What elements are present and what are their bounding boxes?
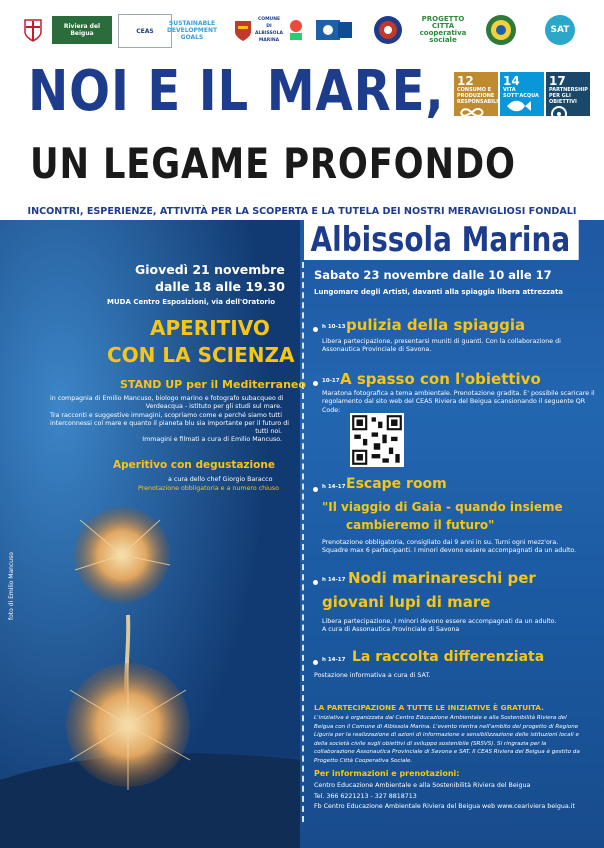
event1-time: h 10-13 bbox=[322, 324, 346, 330]
info-block bbox=[314, 781, 575, 813]
subtitle: INCONTRI, ESPERIENZE, ATTIVITÀ PER LA SCOPERTA E LA TUTELA DEI NOSTRI MERAVIGLIOSI FONDALI bbox=[27, 206, 577, 217]
round-emblem-logo bbox=[372, 14, 404, 46]
qr-code-icon[interactable] bbox=[350, 413, 404, 467]
note-line: collaborazione Assonautica Provinciale di Savona e SAT. Il CEAS Riviera del Beigua è gestito da bbox=[314, 749, 580, 756]
bullet-icon bbox=[313, 580, 318, 585]
chef-line: a cura dello chef Giorgio Baracco bbox=[168, 476, 273, 483]
headline-aperitivo: APERITIVO bbox=[150, 316, 270, 340]
desc-line: Libera partecipazione, presentarsi muniti di guanti. Con la collaborazione di bbox=[322, 338, 561, 345]
desc-line: Libera partecipazione, I minori devono essere accompagnati da un adulto. bbox=[322, 618, 557, 625]
standup-title: STAND UP per il Mediterraneo bbox=[120, 378, 306, 391]
desc-line: Prenotazione obbligatoria, consigliato dai 9 anni in su. Turni ogni mezz'ora. bbox=[322, 539, 559, 546]
info-line: Tel. 366 6221213 - 327 8818713 bbox=[314, 792, 417, 800]
info-line: Centro Educazione Ambientale e alla Sostenibilità Riviera del Beigua bbox=[314, 782, 531, 789]
ceas-logo: CEAS bbox=[118, 14, 172, 48]
event2-title: A spasso con l'obiettivo bbox=[340, 370, 541, 388]
booking-line: Prenotazione obbligatoria e a numero chiuso bbox=[138, 485, 280, 492]
note-line: L'iniziativa è organizzata dal Centro Educazione Ambientale e alla Sostenibilità Riviera del bbox=[314, 715, 567, 721]
note-line: Beigua con il Comune di Albissola Marina. L'evento rientra nell'ambito del progetto di Regione bbox=[314, 723, 579, 730]
note-line: Liguria per la realizzazione di azioni di informazione e sensibilizzazione delle istituzioni locali e bbox=[314, 732, 579, 739]
desc-line: Code: bbox=[322, 406, 341, 414]
event5-title: La raccolta differenziata bbox=[352, 649, 545, 665]
info-line[interactable]: Fb Centro Educazione Ambientale Riviera del Beigua web www.ceariviera beigua.it bbox=[314, 803, 575, 810]
flag-small-logo bbox=[336, 14, 354, 46]
right-date: Sabato 23 novembre dalle 10 alle 17 bbox=[314, 268, 552, 282]
left-date: Giovedì 21 novembre bbox=[135, 262, 285, 277]
sdg-12-tile: 12 CONSUMO E PRODUZIONE RESPONSABILI bbox=[454, 72, 498, 116]
event1-title: pulizia della spiaggia bbox=[346, 316, 526, 334]
event3-desc bbox=[322, 539, 576, 556]
desc-line: A cura di Assonautica Provinciale di Savona bbox=[322, 626, 460, 634]
bandiera-blu-logo bbox=[284, 14, 308, 46]
aperitivo-degustazione: Aperitivo con degustazione bbox=[113, 459, 275, 471]
municipality-crest-logo bbox=[232, 14, 254, 46]
left-venue: MUDA Centro Esposizioni, via dell'Oratorio bbox=[107, 298, 276, 306]
left-time: dalle 18 alle 19.30 bbox=[155, 279, 285, 294]
bullet-icon bbox=[313, 327, 318, 332]
left-description bbox=[50, 395, 290, 445]
event3-subtitle1: "Il viaggio di Gaia - quando insieme bbox=[322, 500, 563, 514]
albissola-marina-logo: COMUNE DI ALBISSOLA MARINA bbox=[255, 17, 283, 43]
sdg-17-tile: 17 PARTNERSHIP PER GLI OBIETTIVI bbox=[546, 72, 590, 116]
right-location: Lungomare degli Artisti, davanti alla spiaggia libera attrezzata bbox=[314, 288, 564, 296]
event3-title: Escape room bbox=[346, 476, 447, 492]
desc-line: Squadre max 6 partecipanti. I minori devono essere accompagnati da un adulto. bbox=[322, 547, 577, 555]
event4-title2: giovani lupi di mare bbox=[322, 593, 491, 611]
bullet-icon bbox=[313, 381, 318, 386]
bullet-icon bbox=[313, 487, 318, 492]
event2-desc bbox=[322, 390, 595, 415]
photo-credit: foto di Emilio Mancuso bbox=[8, 552, 15, 620]
event3-subtitle2: cambieremo il futuro" bbox=[346, 518, 495, 532]
desc-line: in compagnia di Emilio Mancuso, biologo marino e fotografo subacqueo di bbox=[50, 395, 284, 402]
desc-line: regolamento dal sito web del CEAS Riviera del Beigua scansionando il seguente QR bbox=[322, 398, 586, 406]
bullet-icon bbox=[313, 660, 318, 665]
event3-time: h 14-17 bbox=[322, 484, 346, 490]
infinity-icon bbox=[457, 107, 487, 119]
main-title-line2: UN LEGAME PROFONDO bbox=[30, 139, 516, 188]
event5-desc: Postazione informativa a cura di SAT. bbox=[314, 672, 431, 679]
regione-liguria-logo bbox=[20, 14, 46, 46]
desc-line: Maratona fotografica a tema ambientale. Prenotazione gradita. E' possibile scaricare il bbox=[322, 390, 595, 397]
desc-line: Immagini e filmati a cura di Emilio Mancuso. bbox=[142, 436, 282, 444]
headline-scienza: CON LA SCIENZA bbox=[107, 343, 295, 367]
sustainable-goals-logo: SUSTAINABLE DEVELOPMENT GOALS bbox=[166, 19, 218, 41]
event4-time: h 14-17 bbox=[322, 577, 346, 583]
free-participation-note: LA PARTECIPAZIONE A TUTTE LE INIZIATIVE È GRATUITA. bbox=[314, 703, 544, 712]
desc-line: interconnessi col mare e quanto il pianeta blu sia importante per il futuro di bbox=[50, 419, 290, 427]
desc-line: Tra racconti e suggestive immagini, scopriamo come e perché siamo tutti bbox=[50, 411, 282, 419]
desc-line: Assonautica Provinciale di Savona. bbox=[322, 346, 432, 354]
riviera-beigua-logo: Riviera del Beigua bbox=[52, 16, 112, 44]
progetto-citta-logo: PROGETTO CITTÀ cooperativa sociale bbox=[419, 15, 467, 44]
assonautica-logo bbox=[484, 14, 518, 46]
info-title: Per informazioni e prenotazioni: bbox=[314, 769, 460, 778]
place-title: Albissola Marina bbox=[304, 220, 578, 260]
partnership-icon bbox=[549, 105, 569, 123]
event4-desc bbox=[322, 618, 556, 635]
desc-line: Verdeacqua - istituto per gli studi sul mare. bbox=[145, 403, 282, 411]
note-line: Progetto Città Cooperativa Sociale. bbox=[314, 757, 413, 764]
sdg-14-tile: 14 VITA SOTT'ACQUA bbox=[500, 72, 544, 116]
main-title-line1: NOI E IL MARE, bbox=[28, 59, 445, 124]
logo-strip bbox=[0, 0, 604, 58]
sat-logo: SAT bbox=[544, 14, 576, 46]
event5-time: h 14-17 bbox=[322, 657, 346, 663]
event2-time: 10-17 bbox=[322, 378, 340, 384]
organizer-note bbox=[314, 714, 580, 766]
column-divider bbox=[302, 262, 304, 822]
note-line: della società civile sugli obiettivi di sviluppo sostenibile (SRSVS). Si ringrazia per la bbox=[314, 740, 547, 747]
event4-title: Nodi marinareschi per bbox=[348, 569, 536, 587]
sea-worm-photo bbox=[0, 220, 300, 848]
desc-line: tutti noi. bbox=[255, 428, 282, 436]
fish-icon bbox=[503, 99, 533, 113]
event1-desc bbox=[322, 338, 561, 355]
